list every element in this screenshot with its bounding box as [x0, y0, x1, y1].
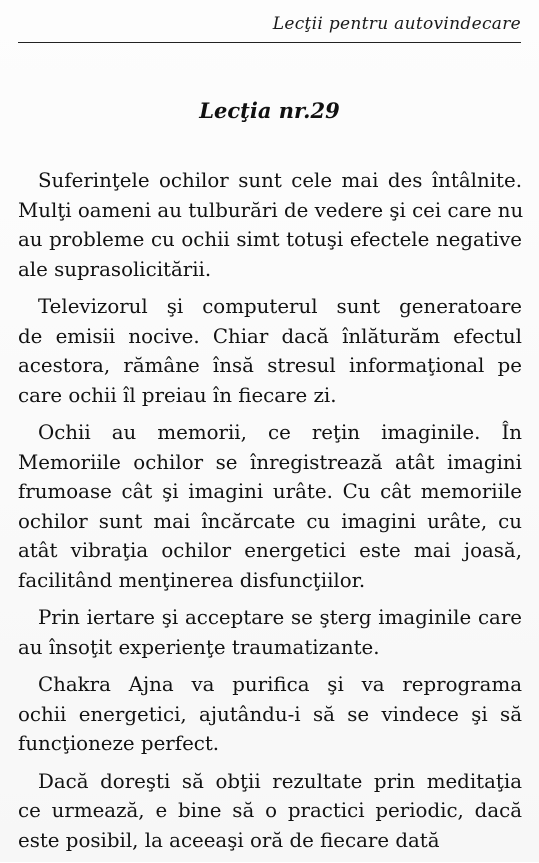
- paragraph: [18, 418, 522, 595]
- text-line: ale suprasolicitării.: [18, 257, 212, 281]
- text-line: frumoase cât şi imagini urâte. Cu cât memoriile: [18, 480, 522, 503]
- running-header: Lecţii pentru autovindecare: [272, 14, 521, 34]
- paragraph: [18, 166, 522, 284]
- header-rule: [18, 42, 521, 43]
- text-line: ce urmează, e bine să o practici periodic, dacă: [18, 799, 522, 822]
- text-line: funcţioneze perfect.: [18, 732, 220, 755]
- text-line: Dacă doreşti să obţii rezultate prin meditaţia: [38, 769, 522, 793]
- text-line: Mulţi oameni au tulburări de vedere şi cei care nu: [18, 198, 524, 222]
- text-line: atât vibraţia ochilor energetici este mai joasă,: [18, 539, 522, 562]
- lesson-title: Lecţia nr.29: [199, 98, 340, 123]
- text-line: au însoţit experienţe traumatizante.: [18, 635, 380, 659]
- paragraph: [18, 767, 522, 856]
- text-line: este posibil, la aceeaşi oră de fiecare dată: [18, 828, 440, 852]
- text-line: acestora, rămâne însă stresul informaţional pe: [18, 354, 522, 377]
- text-line: facilitând menţinerea disfuncţiilor.: [18, 568, 366, 592]
- paragraph: [18, 603, 522, 662]
- text-line: de emisii nocive. Chiar dacă înlăturăm efectul: [18, 324, 522, 348]
- paragraph: [18, 670, 522, 759]
- text-line: ochii energetici, ajutându-i să se vindece şi să: [18, 702, 522, 726]
- text-line: Prin iertare şi acceptare se şterg imaginile care: [38, 606, 522, 629]
- text-line: Ochii au memorii, ce reţin imaginile. În: [38, 421, 522, 444]
- text-line: Chakra Ajna va purifica şi va reprograma: [38, 673, 522, 696]
- text-line: Televizorul şi computerul sunt generatoare: [38, 295, 522, 318]
- text-line: ochilor sunt mai încărcate cu imagini urâte, cu: [18, 509, 522, 533]
- text-line: au probleme cu ochii simt totuşi efectele negative: [18, 228, 522, 251]
- body-text: [18, 166, 522, 863]
- text-line: Memoriile ochilor se înregistrează atât imagini: [18, 450, 522, 474]
- text-line: care ochii îl preiau în fiecare zi.: [18, 383, 337, 407]
- paragraph: [18, 292, 522, 410]
- text-line: Suferinţele ochilor sunt cele mai des întâlnite.: [38, 169, 522, 192]
